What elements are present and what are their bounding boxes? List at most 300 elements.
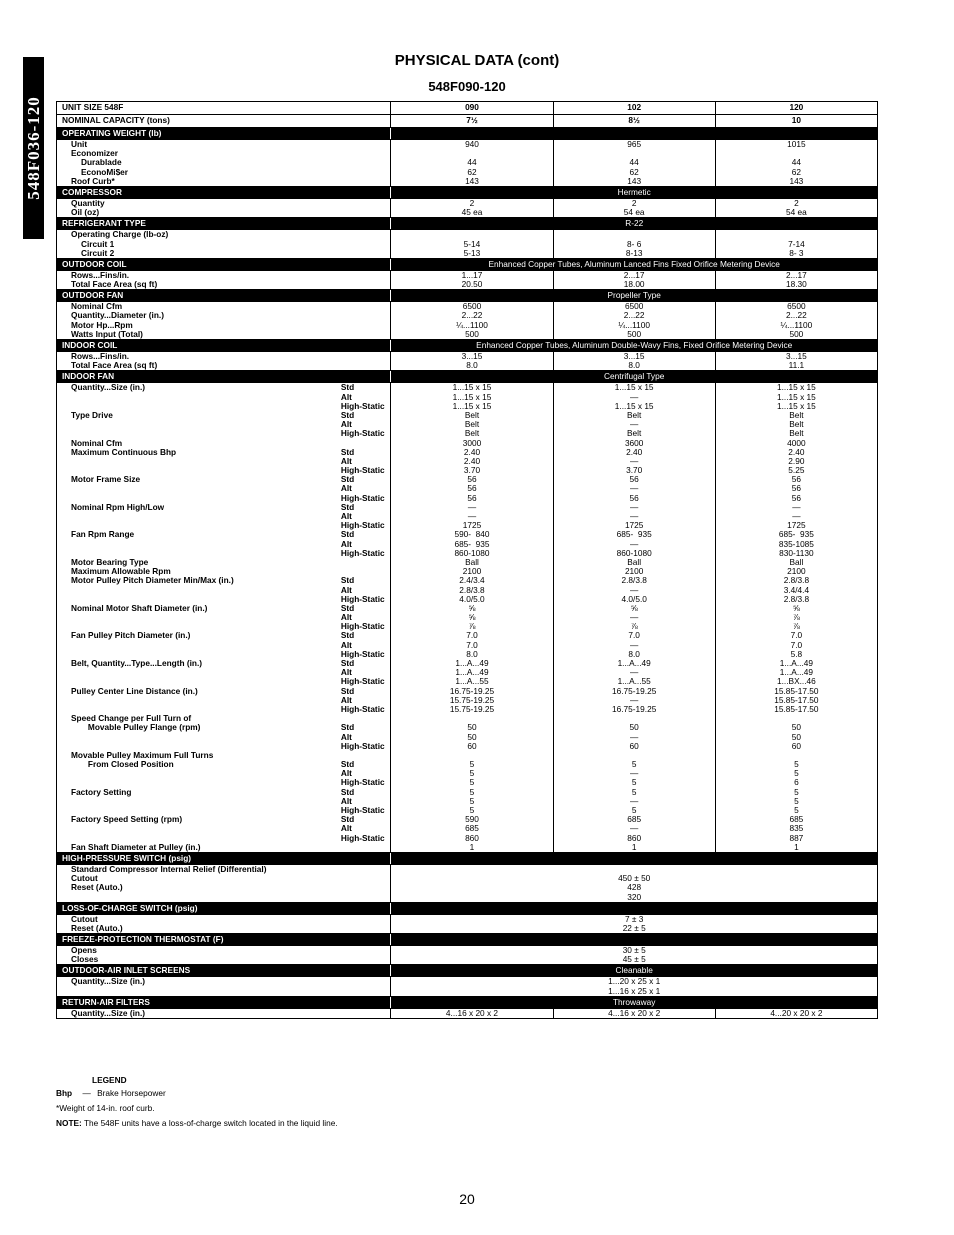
cell-value: 50 [467, 723, 477, 733]
cell-value [559, 230, 710, 239]
row-label: Standard Compressor Internal Relief (Differential) [71, 864, 267, 874]
row-label [62, 641, 334, 650]
cell-value: 1...A...55 [455, 677, 489, 687]
cell-value: 1...15 x 15 [452, 401, 492, 411]
section-body [57, 946, 878, 965]
row-label: Nominal Cfm [71, 302, 123, 312]
row-label: Factory Setting [71, 787, 132, 797]
unit-column-2 [715, 383, 877, 853]
row-label: Reset (Auto.) [71, 883, 123, 893]
cell-value: 1 [631, 842, 637, 852]
cell-value: 5 [469, 796, 475, 806]
row-sublabel: Alt [340, 585, 352, 595]
section-title: INDOOR FAN [57, 371, 391, 383]
unit-column-0 [391, 352, 553, 371]
cell-value: 3.4/4.4 [783, 585, 810, 595]
cell-value: 500 [789, 329, 804, 339]
cell-value: 5 [794, 796, 799, 806]
cell-value: 56 [467, 475, 477, 485]
cell-value [559, 149, 710, 158]
row-label: Factory Speed Setting (rpm) [71, 815, 183, 825]
cell-value: 5 [794, 760, 799, 770]
cell-value: 835-1085 [778, 539, 814, 549]
row-label: Movable Pulley Flange (rpm) [81, 723, 201, 733]
cell-value: 1...A...49 [779, 659, 813, 668]
row-sublabel [341, 843, 389, 852]
cell-value: 1...15 x 15 [777, 401, 816, 411]
cell-value [721, 714, 872, 723]
row-label: Nominal Cfm [71, 438, 123, 448]
unit-column-2: 4...20 x 20 x 2 [715, 1008, 877, 1018]
cell-value: 44 [791, 158, 801, 168]
cell-value: 685 [465, 824, 479, 834]
cell-value: ⅝ [792, 603, 800, 613]
unit-column-1: 4...16 x 20 x 2 [553, 1008, 715, 1018]
legend [56, 1076, 338, 1134]
cell-value: — [630, 824, 639, 834]
row-sublabel: High-Static [340, 806, 385, 815]
spanned-values [391, 864, 878, 902]
section-title: OUTDOOR COIL [57, 258, 391, 270]
cell-value: 1725 [624, 521, 644, 531]
section-span: Cleanable [391, 965, 878, 977]
row-label: Rows...Fins/in. [71, 270, 130, 280]
row-label: From Closed Position [81, 760, 174, 770]
cell-value: 2100 [624, 567, 644, 577]
cell-value [721, 751, 872, 760]
cell-value: 5 [469, 806, 475, 815]
unit-column-0 [391, 383, 553, 853]
row-label [62, 668, 334, 677]
cell-value: ⅞ [792, 613, 800, 623]
legend-abbr: Bhp [56, 1088, 73, 1098]
row-label: Belt, Quantity...Type...Length (in.) [71, 659, 203, 668]
cell-value: 8.0 [466, 361, 478, 371]
row-label [62, 595, 334, 604]
page-subtitle: 548F090-120 [428, 79, 506, 94]
section-labels [57, 864, 391, 902]
row-label [62, 677, 334, 686]
row-sublabel: High-Static [340, 677, 385, 687]
row-label: Quantity...Size (in.) [71, 977, 146, 987]
cell-value: ¼...1100 [456, 320, 488, 330]
cell-value: 450 ± 50 [618, 874, 651, 884]
section-header [57, 996, 878, 1008]
cell-value: 2.90 [788, 456, 805, 466]
cell-value: 56 [629, 475, 639, 485]
section-body [57, 352, 878, 371]
cell-value: 590 [465, 815, 479, 825]
cell-value [559, 714, 710, 723]
cell-value: 62 [467, 167, 477, 177]
unit-column-1 [553, 198, 715, 217]
cell-value: 2.40 [463, 447, 481, 457]
cell-value: 56 [467, 484, 477, 494]
cell-value: 56 [791, 484, 801, 494]
cell-value: 685- 935 [778, 530, 814, 540]
cell-value: 8-13 [625, 248, 643, 258]
unit-column-1 [553, 352, 715, 371]
cell-value: 15.85-17.50 [774, 686, 819, 696]
cell-value [396, 751, 547, 760]
section-title: OUTDOOR-AIR INLET SCREENS [57, 965, 391, 977]
row-label: Fan Pulley Pitch Diameter (in.) [71, 631, 191, 641]
section-header [57, 934, 878, 946]
row-label [62, 806, 334, 815]
cell-value: — [630, 502, 639, 512]
section-header [57, 340, 878, 352]
cell-value: 18.30 [786, 280, 807, 290]
cell-value: 18.00 [623, 280, 645, 290]
spanned-values [391, 977, 878, 996]
row-label: Reset (Auto.) [71, 923, 123, 933]
capacity-row-value: 8½ [553, 115, 715, 128]
cell-value: 16.75-19.25 [449, 686, 495, 696]
cell-value: Ball [627, 557, 642, 567]
section-body [57, 383, 878, 853]
row-sublabel: High-Static [340, 778, 385, 788]
note-text: The 548F units have a loss-of-charge switch located in the liquid line. [83, 1118, 338, 1128]
cell-value: 54 ea [786, 208, 807, 218]
capacity-row [57, 115, 878, 128]
row-label [62, 622, 334, 631]
cell-value: 54 ea [623, 208, 645, 218]
cell-value: 500 [627, 329, 642, 339]
section-body [57, 198, 878, 217]
cell-value: 2.8/3.8 [459, 585, 485, 595]
row-sublabel: High-Static [340, 521, 385, 531]
cell-value: 1...A...49 [779, 668, 813, 678]
cell-value: 887 [789, 833, 804, 843]
cell-value: 1...16 x 25 x 1 [608, 986, 661, 996]
cell-value: 2.8/3.8 [621, 576, 647, 586]
cell-value: 2 [794, 198, 799, 208]
row-sublabel: Std [340, 787, 355, 797]
cell-value: 2...22 [623, 311, 645, 321]
cell-value: 45 ea [461, 208, 483, 218]
row-label: Movable Pulley Maximum Full Turns [71, 750, 214, 760]
row-label [62, 484, 334, 493]
cell-value [396, 149, 547, 158]
unit-column-1 [553, 302, 715, 340]
cell-value: 685- 935 [454, 539, 490, 549]
section-body [57, 140, 878, 187]
cell-value: 2 [631, 198, 637, 208]
section-body [57, 864, 878, 902]
row-label [62, 778, 334, 787]
unit-column-2 [715, 230, 877, 259]
unit-column-2 [715, 352, 877, 371]
cell-value: 44 [467, 158, 477, 168]
row-label [62, 420, 334, 429]
section-title: OPERATING WEIGHT (lb) [57, 128, 391, 140]
unit-size-row-value: 120 [715, 102, 877, 115]
row-label [62, 466, 334, 475]
cell-value: 8.0 [466, 649, 478, 659]
cell-value: 2...22 [461, 311, 483, 321]
section-header [57, 371, 878, 383]
cell-value: 2...17 [623, 270, 645, 280]
cell-value: 45 ± 5 [622, 955, 646, 965]
unit-column-0: 4...16 x 20 x 2 [391, 1008, 553, 1018]
row-sublabel: Std [340, 530, 355, 540]
cell-value: 3...15 [786, 352, 807, 361]
cell-value: — [792, 512, 801, 521]
section-labels [57, 230, 391, 259]
row-label: Watts Input (Total) [71, 329, 143, 339]
cell-value: 428 [627, 883, 642, 893]
cell-value: Ball [789, 557, 804, 567]
cell-value: 1...A...49 [617, 659, 651, 668]
cell-value: 15.75-19.25 [449, 695, 495, 705]
section-labels [57, 140, 391, 187]
cell-value: 60 [629, 741, 639, 751]
legend-entry [56, 1089, 338, 1098]
cell-value: 11.1 [788, 361, 805, 371]
legend-title: LEGEND [92, 1075, 127, 1085]
row-label: Unit [71, 140, 88, 149]
row-label [62, 521, 334, 530]
cell-value: 5 [794, 787, 799, 797]
cell-value: 16.75-19.25 [612, 704, 657, 714]
cell-value: — [630, 640, 639, 650]
section-title: HIGH-PRESSURE SWITCH (psig) [57, 852, 391, 864]
row-sublabel: Std [340, 686, 355, 696]
cell-value: 860 [465, 833, 479, 843]
row-sublabel: High-Static [340, 493, 385, 503]
section-title: LOSS-OF-CHARGE SWITCH (psig) [57, 902, 391, 914]
row-label [62, 512, 334, 521]
cell-value: 2.40 [626, 447, 643, 457]
cell-value: — [630, 613, 639, 623]
cell-value: 1...17 [461, 270, 483, 280]
section-title: INDOOR COIL [57, 340, 391, 352]
cell-value: 860-1080 [454, 548, 490, 558]
row-sublabel: Alt [340, 456, 352, 466]
section-body [57, 270, 878, 289]
row-label: Economizer [71, 149, 119, 159]
unit-column-0 [391, 198, 553, 217]
row-sublabel: Alt [340, 640, 352, 650]
cell-value: 8- 6 [627, 239, 642, 249]
cell-value: 1...15 x 15 [777, 392, 816, 402]
cell-value: 2.40 [463, 456, 481, 466]
cell-value: 60 [467, 741, 477, 751]
cell-value [559, 751, 710, 760]
row-label: Total Face Area (sq ft) [71, 280, 158, 290]
row-label: Quantity...Size (in.) [71, 383, 146, 393]
unit-column-1 [553, 140, 715, 187]
cell-value: — [630, 484, 639, 494]
cell-value: 1...A...55 [617, 677, 651, 687]
row-sublabel: Std [340, 383, 355, 393]
unit-column-1 [553, 230, 715, 259]
section-span: Propeller Type [391, 290, 878, 302]
cell-value: 685 [627, 815, 642, 825]
cell-value: 3000 [462, 438, 482, 448]
section-labels [57, 198, 391, 217]
section-title: REFRIGERANT TYPE [57, 218, 391, 230]
side-tab-label: 548F036-120 [23, 96, 43, 200]
row-label [62, 834, 334, 843]
cell-value: Belt [464, 429, 480, 439]
unit-column-2 [715, 302, 877, 340]
cell-value: — [467, 502, 477, 512]
cell-value: 5 [469, 760, 475, 770]
cell-value: 5 [631, 760, 637, 770]
cell-value: 1 [794, 842, 799, 852]
legend-meaning: Brake Horsepower [97, 1088, 166, 1098]
cell-value: 5.8 [790, 649, 803, 659]
row-label [62, 549, 334, 558]
row-label: EconoMi$er [81, 167, 129, 177]
row-sublabel: High-Static [340, 548, 385, 558]
row-sublabel: Std [340, 576, 355, 586]
row-sublabel: Std [340, 603, 355, 613]
cell-value: 1...15 x 15 [777, 383, 816, 393]
cell-value: 50 [629, 723, 639, 733]
capacity-row-label: NOMINAL CAPACITY (tons) [57, 115, 391, 128]
cell-value: 500 [465, 329, 479, 339]
cell-value: 1...A...49 [455, 668, 489, 678]
row-sublabel: Alt [340, 824, 352, 834]
row-label [62, 393, 334, 402]
row-sublabel: Std [340, 815, 355, 825]
row-sublabel: Alt [340, 539, 352, 549]
row-label: Rows...Fins/in. [71, 352, 130, 361]
unit-column-2 [715, 140, 877, 187]
cell-value: — [630, 668, 639, 678]
row-label [62, 457, 334, 466]
section-body [57, 977, 878, 996]
section-title: OUTDOOR FAN [57, 290, 391, 302]
note-label: NOTE: [56, 1118, 82, 1128]
cell-value: 2.8/3.8 [783, 576, 810, 586]
cell-value: ⅞ [630, 622, 638, 632]
unit-size-row-value: 090 [391, 102, 553, 115]
unit-size-row [57, 102, 878, 115]
cell-value: 15.75-19.25 [449, 704, 495, 714]
row-label: Cutout [71, 874, 98, 884]
row-sublabel [341, 558, 389, 567]
cell-value: 2.4/3.4 [459, 576, 485, 586]
unit-column-1 [553, 383, 715, 853]
cell-value: ⅝ [468, 613, 476, 623]
row-sublabel: High-Static [340, 741, 385, 751]
section-labels [57, 1008, 391, 1018]
cell-value [721, 149, 872, 158]
cell-value: 1...15 x 15 [614, 383, 654, 393]
cell-value: 1...15 x 15 [452, 392, 492, 402]
cell-value: 56 [467, 493, 477, 503]
cell-value: 143 [465, 176, 479, 186]
cell-value: 3...15 [461, 352, 483, 361]
cell-value: 1...15 x 15 [452, 383, 492, 393]
cell-value: 6500 [462, 302, 482, 312]
cell-value: 1...A...49 [455, 659, 489, 668]
row-label: Circuit 1 [81, 239, 115, 249]
cell-value: — [630, 732, 639, 742]
cell-value: 3.70 [463, 466, 481, 476]
cell-value: 8.0 [628, 361, 640, 371]
row-label: Quantity...Diameter (in.) [71, 311, 164, 321]
cell-value: ⅝ [630, 603, 638, 613]
legend-dash: — [82, 1088, 91, 1098]
section-span: R-22 [391, 218, 878, 230]
cell-value: 860 [627, 833, 642, 843]
cell-value: 5-13 [463, 248, 481, 258]
cell-value: 320 [627, 892, 642, 902]
cell-value: 50 [791, 723, 801, 733]
row-label [62, 733, 334, 742]
cell-value: 685 [789, 815, 804, 825]
cell-value: 20.50 [461, 280, 483, 290]
row-label [62, 429, 334, 438]
cell-value: 860-1080 [616, 548, 652, 558]
section-span: Enhanced Copper Tubes, Aluminum Lanced Fins Fixed Orifice Metering Device [391, 258, 878, 270]
row-label: Quantity...Size (in.) [71, 1008, 146, 1018]
cell-value: 7-14 [788, 239, 805, 249]
row-label: Opens [71, 946, 97, 956]
section-body [57, 1008, 878, 1018]
section-body [57, 914, 878, 933]
cell-value: 7.0 [466, 640, 478, 650]
section-span [391, 934, 878, 946]
unit-column-2 [715, 270, 877, 289]
spanned-values [391, 946, 878, 965]
section-span: Hermetic [391, 186, 878, 198]
cell-value: 4.0/5.0 [459, 594, 485, 604]
section-labels [57, 946, 391, 965]
cell-value: 50 [467, 732, 477, 742]
row-label: Motor Frame Size [71, 475, 141, 485]
row-label: Nominal Rpm High/Low [71, 502, 165, 512]
cell-value: 6 [794, 778, 799, 788]
row-label: Fan Shaft Diameter at Pulley (in.) [71, 842, 201, 852]
cell-value: 15.85-17.50 [774, 695, 819, 705]
cell-value: 7 ± 3 [624, 914, 644, 924]
cell-value: Belt [627, 410, 642, 420]
row-label: Durablade [81, 158, 122, 168]
row-sublabel: High-Static [340, 429, 385, 439]
cell-value: — [630, 392, 639, 402]
row-label [62, 613, 334, 622]
cell-value: 5 [631, 787, 637, 797]
row-sublabel: High-Static [340, 594, 385, 604]
section-title: RETURN-AIR FILTERS [57, 996, 391, 1008]
unit-column-0 [391, 302, 553, 340]
row-label [62, 824, 334, 833]
row-sublabel: Alt [340, 484, 352, 494]
row-sublabel: Alt [340, 796, 352, 806]
section-header [57, 965, 878, 977]
unit-column-2 [715, 198, 877, 217]
cell-value: — [630, 420, 639, 430]
cell-value [396, 714, 547, 723]
row-sublabel: High-Static [340, 622, 385, 632]
section-span: Enhanced Copper Tubes, Aluminum Double-Wavy Fins, Fixed Orifice Metering Device [391, 340, 878, 352]
row-label: Motor Hp...Rpm [71, 320, 133, 330]
section-header [57, 128, 878, 140]
row-sublabel: Alt [340, 732, 352, 742]
unit-column-0 [391, 230, 553, 259]
row-sublabel: Alt [340, 613, 352, 623]
unit-size-row-label: UNIT SIZE 548F [57, 102, 391, 115]
row-sublabel: Alt [340, 512, 352, 521]
section-span [391, 902, 878, 914]
cell-value: 62 [791, 167, 801, 177]
row-sublabel: Std [340, 502, 355, 512]
